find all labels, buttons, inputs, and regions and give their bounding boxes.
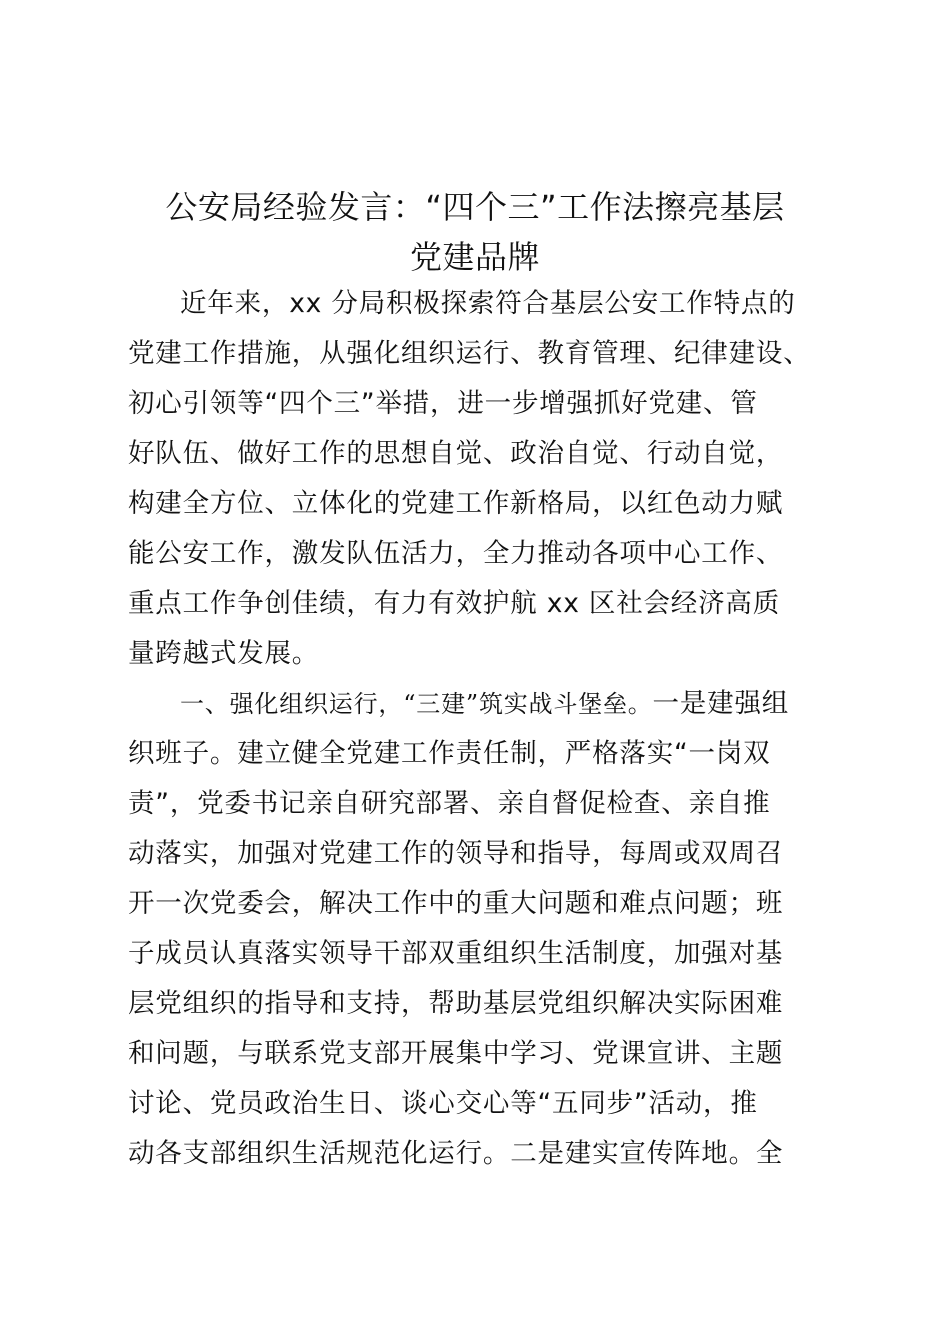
paragraph-2-line-4: 动落实，加强对党建工作的领导和指导，每周或双周召 bbox=[128, 838, 784, 869]
paragraph-1-line-6: 能公安工作，激发队伍活力，全力推动各项中心工作、 bbox=[128, 538, 784, 569]
paragraph-1-line-7: 重点工作争创佳绩，有力有效护航 xx 区社会经济高质 bbox=[128, 588, 781, 619]
section-heading: 一、强化组织运行，“三建”筑实战斗堡垒。 bbox=[180, 690, 653, 718]
document-title-line-1: 公安局经验发言：“四个三”工作法擦亮基层 bbox=[165, 188, 785, 226]
paragraph-2-line-5: 开一次党委会，解决工作中的重大问题和难点问题；班 bbox=[128, 888, 784, 919]
paragraph-1-line-2: 党建工作措施，从强化组织运行、教育管理、纪律建设、 bbox=[128, 338, 811, 369]
paragraph-2-line-9: 讨论、党员政治生日、谈心交心等“五同步”活动，推 bbox=[128, 1088, 758, 1119]
paragraph-2-first-text: 一是建强组 bbox=[652, 688, 790, 719]
paragraph-2-line-6: 子成员认真落实领导干部双重组织生活制度，加强对基 bbox=[128, 938, 784, 969]
paragraph-1-line-4: 好队伍、做好工作的思想自觉、政治自觉、行动自觉， bbox=[128, 438, 784, 469]
paragraph-2-line-8: 和问题，与联系党支部开展集中学习、党课宣讲、主题 bbox=[128, 1038, 784, 1069]
paragraph-1-line-3: 初心引领等“四个三”举措，进一步增强抓好党建、管 bbox=[128, 388, 758, 419]
paragraph-2-line-1 bbox=[180, 687, 840, 721]
paragraph-2-line-2: 织班子。建立健全党建工作责任制，严格落实“一岗双 bbox=[128, 738, 771, 769]
paragraph-1-line-5: 构建全方位、立体化的党建工作新格局，以红色动力赋 bbox=[128, 488, 784, 519]
paragraph-1-line-1: 近年来，xx 分局积极探索符合基层公安工作特点的 bbox=[180, 288, 796, 319]
document-title-line-2: 党建品牌 bbox=[409, 238, 540, 276]
paragraph-1-line-8: 量跨越式发展。 bbox=[128, 638, 320, 669]
paragraph-2-line-3: 责”，党委书记亲自研究部署、亲自督促检查、亲自推 bbox=[128, 788, 771, 819]
paragraph-2-line-7: 层党组织的指导和支持，帮助基层党组织解决实际困难 bbox=[128, 988, 784, 1019]
paragraph-2-line-10: 动各支部组织生活规范化运行。二是建实宣传阵地。全 bbox=[128, 1138, 784, 1169]
